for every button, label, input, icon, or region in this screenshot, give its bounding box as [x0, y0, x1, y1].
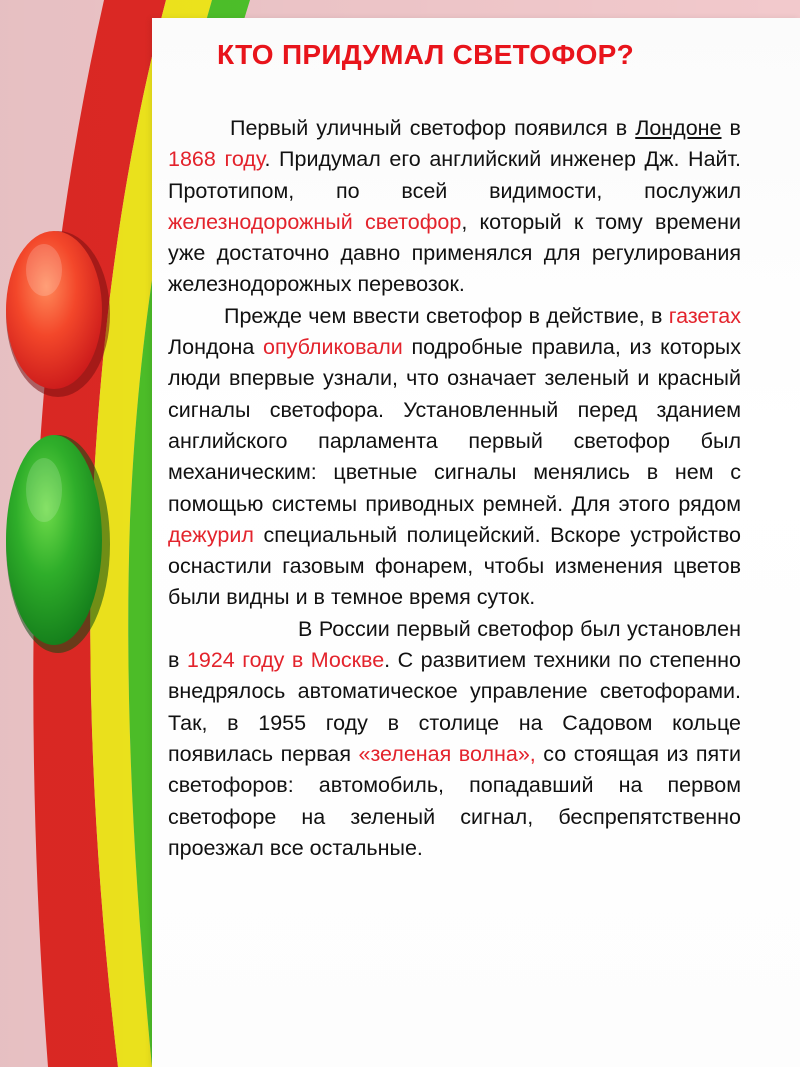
body-text-segment: В России первый светофор был установлен в: [168, 616, 741, 673]
body-text-segment: со стоящая из пяти светофоров: автомобиль, попадавший на первом светофоре на зеленый сигнал, беспрепятственно проезжал все остальные.: [168, 741, 741, 860]
body-text-segment: специальный полицейский. Вскоре устройство оснастили газовым фонарем, чтобы изменения цветов были видны и в темное время суток.: [168, 522, 741, 610]
highlighted-text: газетах: [668, 303, 741, 328]
highlighted-text: опубликовали: [262, 335, 403, 360]
paragraph-london: [168, 113, 741, 301]
body-text-segment: в: [721, 116, 741, 140]
body-text-segment: . Придумал его английский инженер Дж. Найт. Прототипом, по всей видимости, послужил: [168, 147, 741, 203]
paragraph-rules: [168, 301, 741, 614]
body-text-segment: , который к тому времени уже достаточно давно применялся для регулирования железнодорожных перевозок.: [168, 209, 741, 297]
body-text-segment: Первый уличный светофор появился в: [230, 116, 636, 140]
page-title: КТО ПРИДУМАЛ СВЕТОФОР?: [217, 39, 635, 70]
highlighted-text: 1924 году в Москве: [186, 648, 385, 673]
highlighted-text: дежурил: [168, 522, 254, 547]
paragraph-russia: [168, 614, 741, 864]
body-text-segment: Прежде чем ввести светофор в действие, в: [224, 303, 669, 328]
traffic-light-green-icon: [6, 435, 110, 653]
body-text-segment: . С развитием техники по степенно внедрялось автоматическое управление светофорами. Так, в 1955 году в столице на Садовом кольце появилась первая: [168, 648, 741, 766]
body-text-segment: Лондона: [168, 335, 263, 360]
traffic-light-red-icon: [6, 231, 110, 397]
article-body: [168, 113, 741, 864]
highlighted-text: 1868 году: [168, 147, 265, 172]
highlighted-text: «зеленая волна»,: [358, 741, 536, 766]
highlighted-text: железнодорожный светофор: [168, 209, 462, 234]
underlined-text: Лондоне: [635, 116, 722, 140]
body-text-segment: подробные правила, из которых люди впервые узнали, что означает зеленый и красный сигналы светофора. Установленный перед зданием английского парламента первый светофор был механическим: цветные сигналы менялись в нем с помощью системы приводных ремней. Для этого рядом: [168, 335, 741, 516]
